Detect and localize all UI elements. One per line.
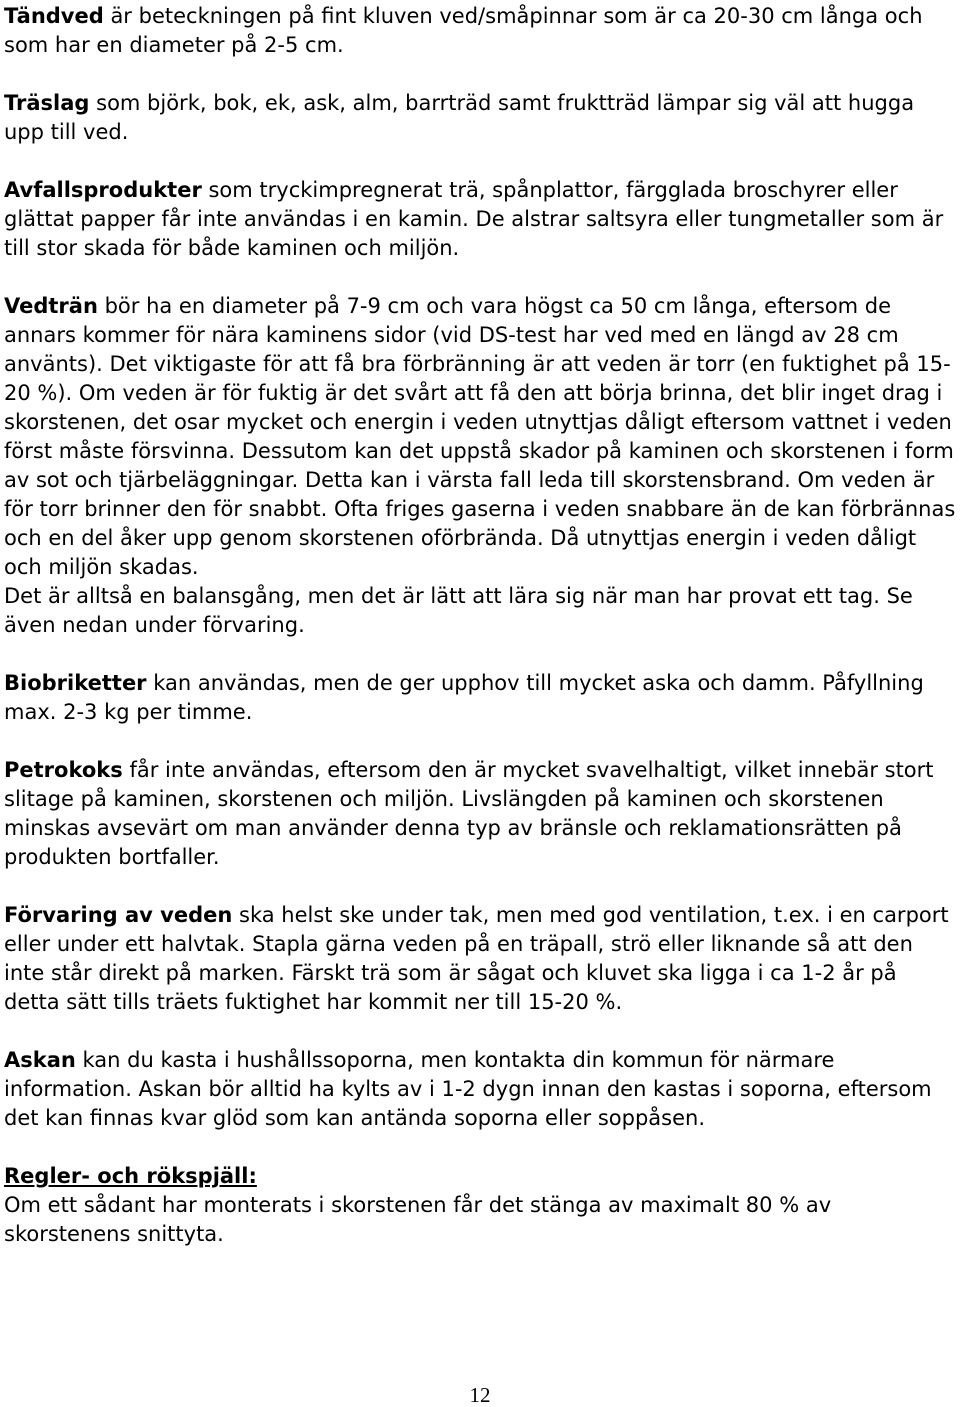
- paragraph-vedtran: [4, 292, 958, 582]
- term-petrokoks: Petrokoks: [4, 758, 123, 782]
- paragraph-biobriketter: [4, 669, 958, 727]
- paragraph-tandved: [4, 2, 958, 60]
- heading-regler: [4, 1162, 958, 1191]
- paragraph-forvaring: [4, 901, 958, 1017]
- paragraph-vedtran-continuation: Det är alltså en balansgång, men det är lätt att lära sig när man har provat ett tag. Se även nedan under förvaring.: [4, 584, 913, 637]
- term-askan: Askan: [4, 1048, 76, 1072]
- heading-regler-text: Regler- och rökspjäll:: [4, 1164, 257, 1188]
- text-askan: kan du kasta i hushållssoporna, men kontakta din kommun för närmare information. Askan bör alltid ha kylts av i 1-2 dygn innan den kastas i soporna, eftersom det kan finnas kvar glöd som kan antända soporna eller soppåsen.: [4, 1048, 932, 1130]
- term-tandved: Tändved: [4, 4, 104, 28]
- page-number: 12: [469, 1383, 491, 1407]
- term-traslag: Träslag: [4, 91, 90, 115]
- term-forvaring: Förvaring av veden: [4, 903, 233, 927]
- paragraph-regler: Om ett sådant har monterats i skorstenen får det stänga av maximalt 80 % av skorstenens snittyta.: [4, 1193, 832, 1246]
- text-petrokoks: får inte användas, eftersom den är mycket svavelhaltigt, vilket innebär stort slitage på kaminen, skorstenen och miljön. Livslängden på kaminen och skorstenen minskas avsevärt om man använder denna typ av bränsle och reklamationsrätten på produkten bortfaller.: [4, 758, 934, 869]
- text-avfall: som tryckimpregnerat trä, spånplattor, färgglada broschyrer eller glättat papper får inte användas i en kamin. De alstrar saltsyra eller tungmetaller som är till stor skada för både kaminen och miljön.: [4, 178, 944, 260]
- term-vedtran: Vedträn: [4, 294, 98, 318]
- term-avfall: Avfallsprodukter: [4, 178, 202, 202]
- text-vedtran: bör ha en diameter på 7-9 cm och vara högst ca 50 cm långa, eftersom de annars kommer för nära kaminens sidor (vid DS-test har ved med en längd av 28 cm använts). Det viktigaste för att få bra förbränning är att veden är torr (en fuktighet på 15-20 %). Om veden är för fuktig är det svårt att få den att börja brinna, det blir inget drag i skorstenen, det osar mycket och energin i veden utnyttjas dåligt eftersom vattnet i veden först måste försvinna. Dessutom kan det uppstå skador på kaminen och skorstenen i form av sot och tjärbeläggningar. Detta kan i värsta fall leda till skorstensbrand. Om veden är för torr brinner den för snabbt. Ofta friges gaserna i veden snabbare än de kan förbrännas och en del åker upp genom skorstenen oförbrända. Då utnyttjas energin i veden dåligt och miljön skadas.: [4, 294, 956, 579]
- paragraph-avfall: [4, 176, 958, 263]
- paragraph-askan: [4, 1046, 958, 1133]
- paragraph-petrokoks: [4, 756, 958, 872]
- paragraph-traslag: [4, 89, 958, 147]
- text-forvaring: ska helst ske under tak, men med god ventilation, t.ex. i en carport eller under ett halvtak. Stapla gärna veden på en träpall, strö eller liknande så att den inte står direkt på marken. Färskt trä som är sågat och kluvet ska ligga i ca 1-2 år på detta sätt tills träets fuktighet har kommit ner till 15-20 %.: [4, 903, 949, 1014]
- text-traslag: som björk, bok, ek, ask, alm, barrträd samt fruktträd lämpar sig väl att hugga upp till ved.: [4, 91, 915, 144]
- text-biobriketter: kan användas, men de ger upphov till mycket aska och damm. Påfyllning max. 2-3 kg per timme.: [4, 671, 924, 724]
- document-page: [4, 2, 958, 1278]
- term-biobriketter: Biobriketter: [4, 671, 147, 695]
- text-tandved: är beteckningen på fint kluven ved/småpinnar som är ca 20-30 cm långa och som har en diameter på 2-5 cm.: [4, 4, 923, 57]
